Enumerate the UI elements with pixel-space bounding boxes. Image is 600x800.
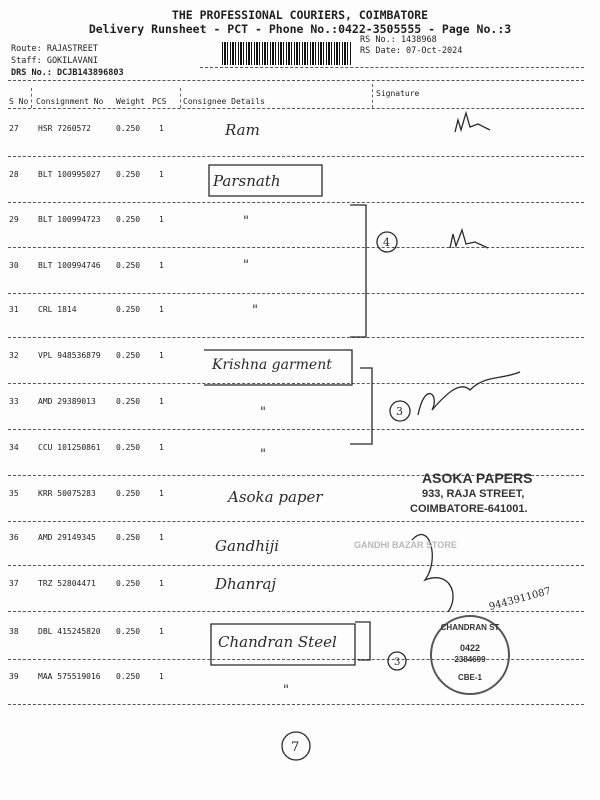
cell-consignment: AMD 29389013 xyxy=(38,397,96,406)
cell-pcs: 1 xyxy=(159,579,164,588)
ditto-mark: " xyxy=(260,447,266,462)
cell-weight: 0.250 xyxy=(116,215,141,224)
stamp-asoka-address: 933, RAJA STREET, xyxy=(422,488,525,500)
cell-sno: 27 xyxy=(9,124,19,133)
cell-pcs: 1 xyxy=(159,627,164,636)
cell-weight: 0.250 xyxy=(116,533,141,542)
handwritten-consignee: Chandran Steel xyxy=(218,633,337,651)
cell-consignment: HSR 7260572 xyxy=(38,124,91,133)
cell-consignment: DBL 415245820 xyxy=(38,627,101,636)
name-box xyxy=(209,165,322,196)
handwritten-consignee: Ram xyxy=(225,121,260,139)
group-count: 3 xyxy=(396,405,403,418)
cell-pcs: 1 xyxy=(159,261,164,270)
seal-phone2: 2384699 xyxy=(454,655,486,664)
rs-number: RS No.: 1438968 xyxy=(360,35,437,45)
cell-consignment: KRR 50075283 xyxy=(38,489,96,498)
cell-pcs: 1 xyxy=(159,215,164,224)
stamp-asoka-name: ASOKA PAPERS xyxy=(422,470,533,486)
phone-note: 9443911087 xyxy=(487,585,553,613)
cell-sno: 37 xyxy=(9,579,19,588)
chandran-seal xyxy=(430,615,510,695)
ditto-mark: " xyxy=(243,214,249,229)
handwritten-consignee: Parsnath xyxy=(213,172,281,190)
route-label: Route: RAJASTREET xyxy=(11,44,98,54)
stamp-asoka-city: COIMBATORE-641001. xyxy=(410,503,528,515)
cell-consignment: TRZ 52804471 xyxy=(38,579,96,588)
rs-date: RS Date: 07-Oct-2024 xyxy=(360,46,463,56)
cell-consignment: BLT 100995027 xyxy=(38,170,101,179)
cell-weight: 0.250 xyxy=(116,351,141,360)
name-box xyxy=(211,624,355,665)
cell-sno: 38 xyxy=(9,627,19,636)
cell-sno: 35 xyxy=(9,489,19,498)
cell-consignment: MAA 575519016 xyxy=(38,672,101,681)
group-count: 4 xyxy=(383,236,390,249)
handwritten-consignee: Krishna garment xyxy=(212,357,332,373)
handwritten-consignee: Dhanraj xyxy=(215,575,277,593)
cell-consignment: BLT 100994723 xyxy=(38,215,101,224)
cell-pcs: 1 xyxy=(159,443,164,452)
runsheet-title: Delivery Runsheet - PCT - Phone No.:0422-3505555 - Page No.:3 xyxy=(88,22,512,36)
group-bracket xyxy=(350,368,372,444)
cell-pcs: 1 xyxy=(159,533,164,542)
cell-weight: 0.250 xyxy=(116,305,141,314)
cell-sno: 32 xyxy=(9,351,19,360)
cell-weight: 0.250 xyxy=(116,489,141,498)
cell-pcs: 1 xyxy=(159,489,164,498)
handwritten-consignee: Asoka paper xyxy=(228,488,323,506)
col-signature: Signature xyxy=(376,89,420,98)
cell-sno: 28 xyxy=(9,170,19,179)
page-number: 7 xyxy=(291,740,300,755)
cell-sno: 33 xyxy=(9,397,19,406)
ditto-mark: " xyxy=(260,405,266,420)
cell-pcs: 1 xyxy=(159,170,164,179)
cell-weight: 0.250 xyxy=(116,170,141,179)
cell-sno: 30 xyxy=(9,261,19,270)
cell-consignment: CRL 1814 xyxy=(38,305,77,314)
stamp-gandhi-store: GANDHI BAZAR STORE xyxy=(354,540,457,550)
cell-weight: 0.250 xyxy=(116,261,141,270)
cell-pcs: 1 xyxy=(159,305,164,314)
cell-pcs: 1 xyxy=(159,351,164,360)
col-sno: S No xyxy=(9,97,29,106)
seal-phone: 0422 xyxy=(459,643,481,653)
name-box xyxy=(204,350,352,385)
cell-pcs: 1 xyxy=(159,124,164,133)
cell-sno: 31 xyxy=(9,305,19,314)
drs-number: DRS No.: DCJB143896803 xyxy=(11,68,124,78)
ditto-mark: " xyxy=(243,258,249,273)
company-title: THE PROFESSIONAL COURIERS, COIMBATORE xyxy=(171,8,429,22)
cell-weight: 0.250 xyxy=(116,124,141,133)
cell-weight: 0.250 xyxy=(116,397,141,406)
ditto-mark: " xyxy=(283,683,289,698)
staff-label: Staff: GOKILAVANI xyxy=(11,56,98,66)
cell-sno: 36 xyxy=(9,533,19,542)
group-count: 3 xyxy=(394,657,401,668)
cell-pcs: 1 xyxy=(159,672,164,681)
cell-weight: 0.250 xyxy=(116,579,141,588)
cell-consignment: AMD 29149345 xyxy=(38,533,96,542)
cell-sno: 39 xyxy=(9,672,19,681)
cell-pcs: 1 xyxy=(159,397,164,406)
col-consignee: Consignee Details xyxy=(183,97,265,106)
col-pcs: PCS xyxy=(152,97,167,106)
signature-mark xyxy=(450,230,488,248)
seal-city: CBE-1 xyxy=(457,673,482,682)
group-bracket xyxy=(355,622,370,660)
seal-name: CHANDRAN ST xyxy=(440,623,500,632)
signature-mark xyxy=(418,372,520,415)
cell-weight: 0.250 xyxy=(116,672,141,681)
cell-consignment: BLT 100994746 xyxy=(38,261,101,270)
cell-consignment: VPL 948536879 xyxy=(38,351,101,360)
col-consignment: Consignment No xyxy=(36,97,104,106)
cell-weight: 0.250 xyxy=(116,443,141,452)
col-weight: Weight xyxy=(116,97,145,106)
handwritten-consignee: Gandhiji xyxy=(215,537,280,555)
cell-sno: 29 xyxy=(9,215,19,224)
signature-mark xyxy=(455,113,490,132)
cell-consignment: CCU 101250861 xyxy=(38,443,101,452)
ditto-mark: " xyxy=(252,303,258,318)
cell-weight: 0.250 xyxy=(116,627,141,636)
cell-sno: 34 xyxy=(9,443,19,452)
group-bracket xyxy=(350,205,366,337)
